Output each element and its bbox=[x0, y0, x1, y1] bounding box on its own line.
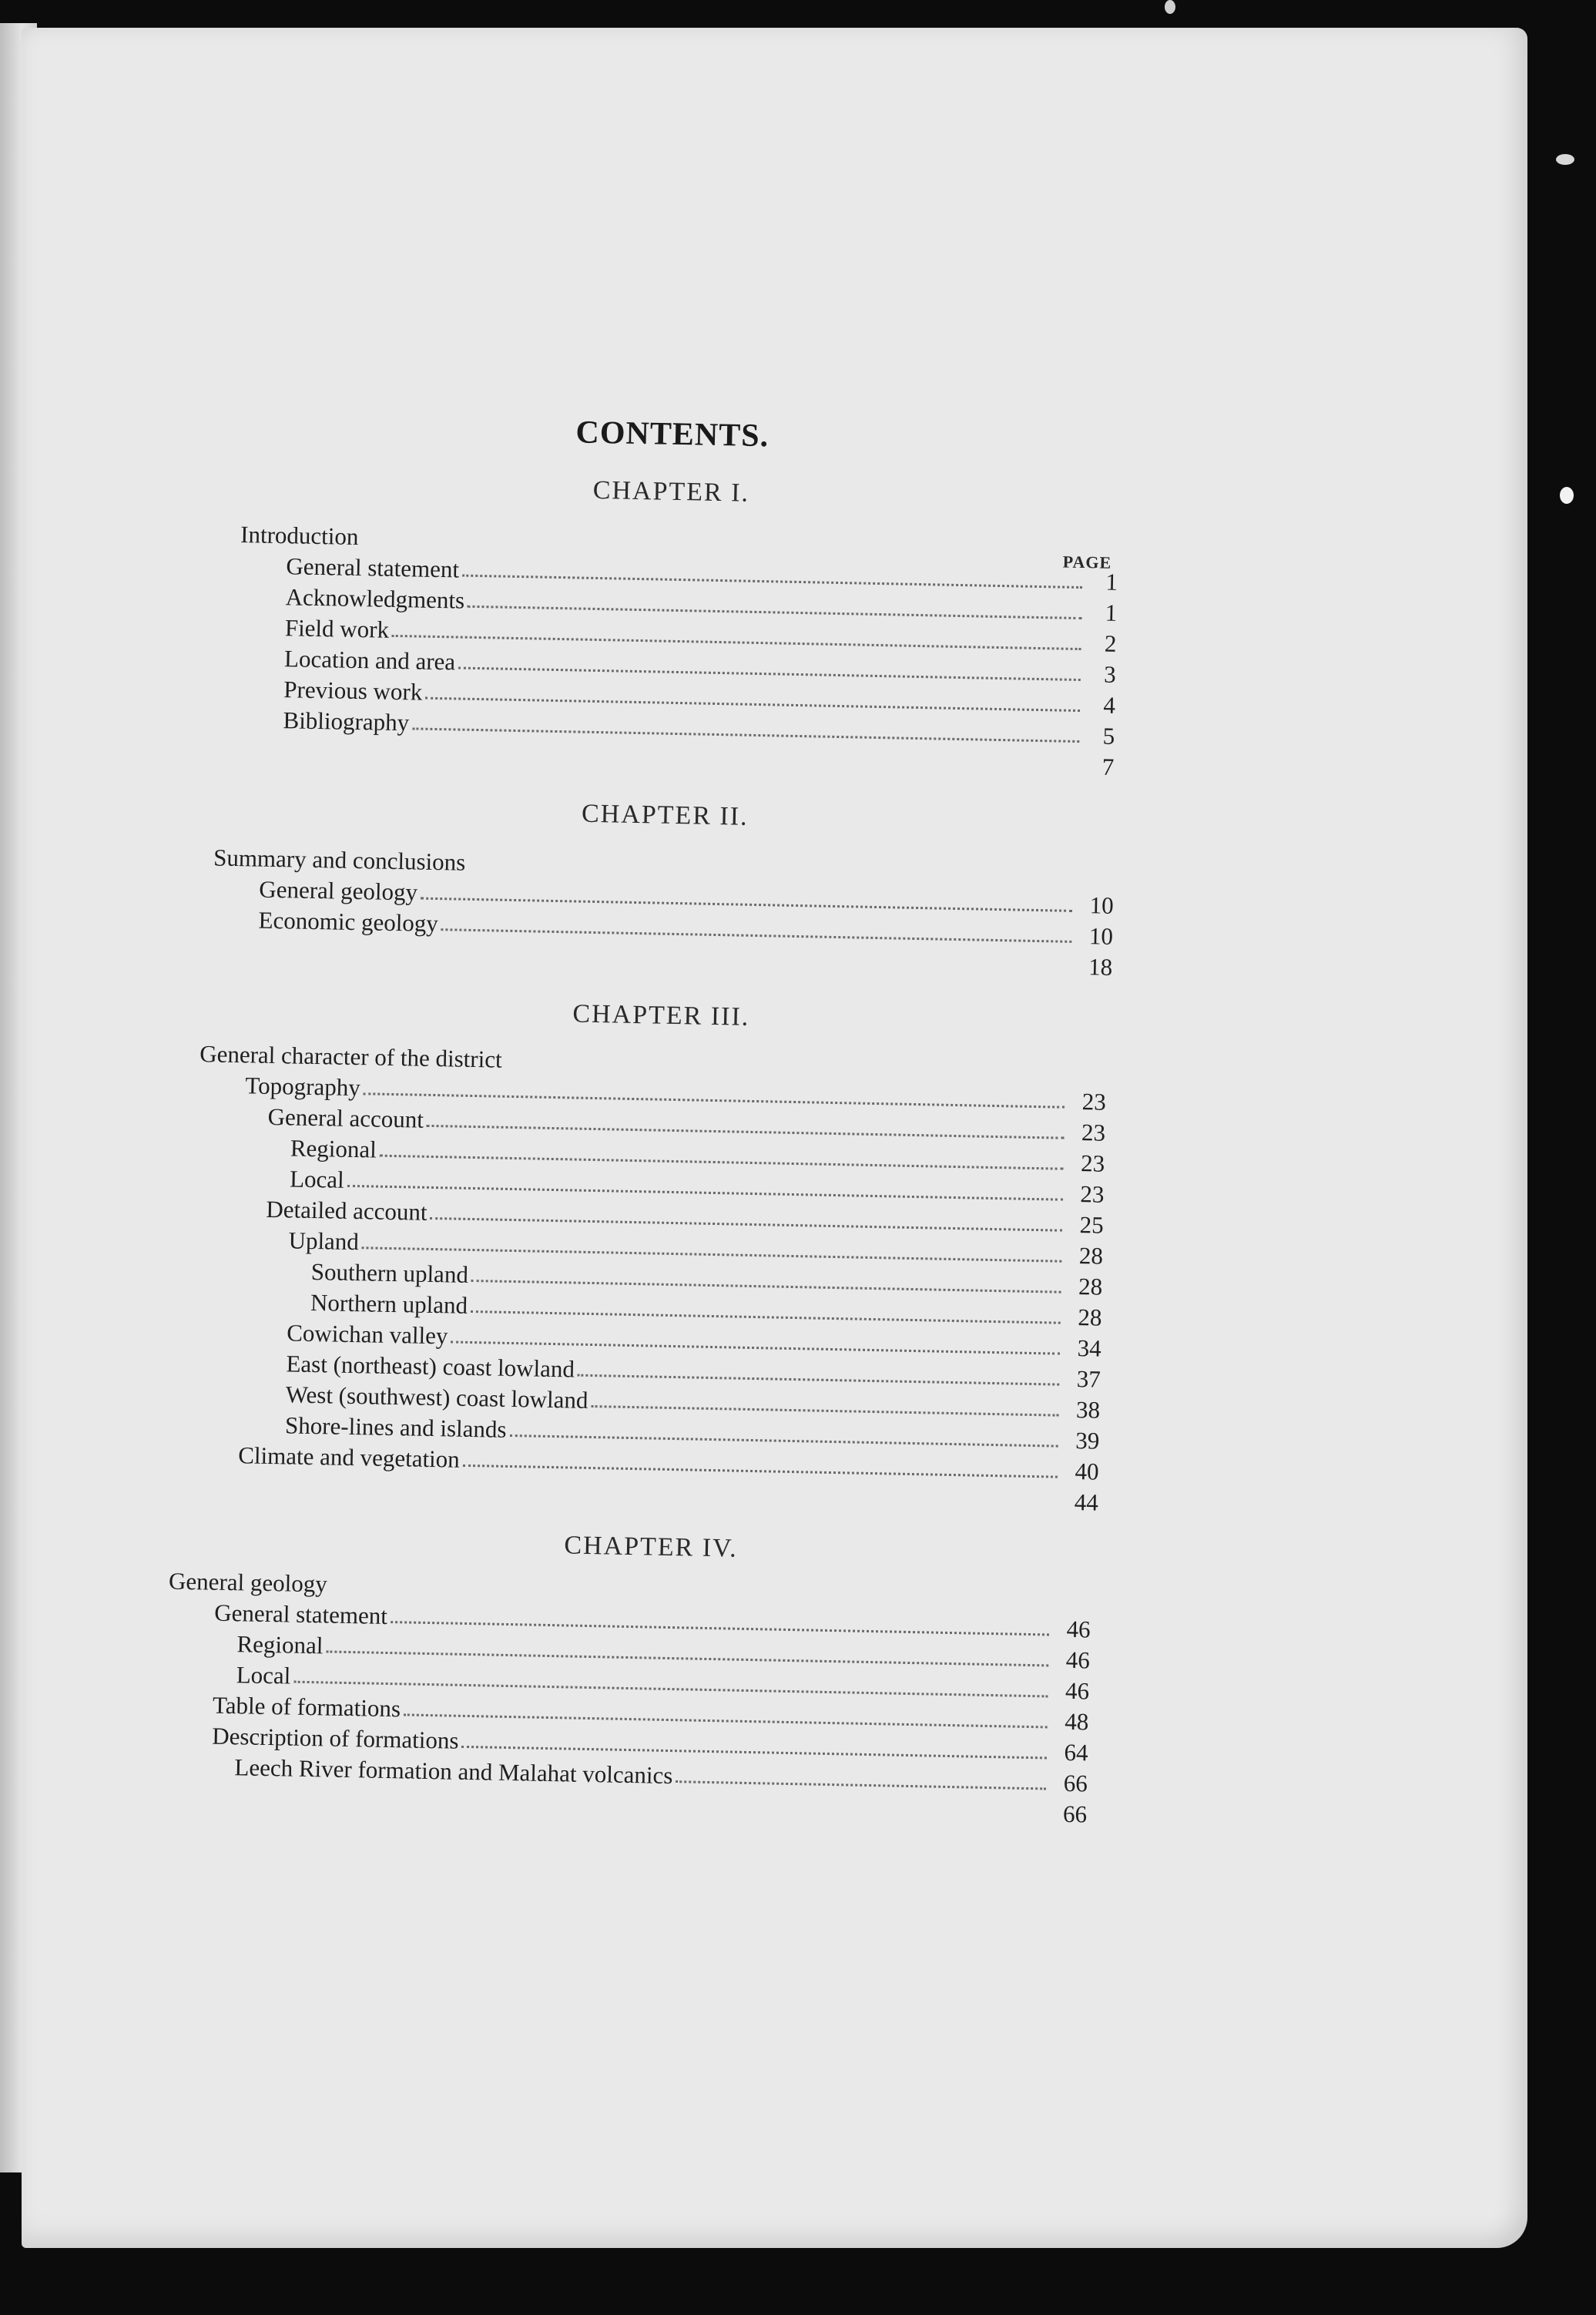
toc-entry-label: General geology bbox=[259, 875, 418, 906]
toc-entry-page: 34 bbox=[1077, 1334, 1101, 1362]
toc-entry-label: Description of formations bbox=[211, 1722, 459, 1754]
toc-entry-label: General statement bbox=[286, 552, 460, 583]
toc-entry-label: Southern upland bbox=[310, 1257, 469, 1288]
chapter-heading: CHAPTER III. bbox=[572, 999, 750, 1032]
toc-entry-page bbox=[1091, 535, 1135, 567]
dust-speck bbox=[1165, 0, 1175, 14]
toc-entry-page: 46 bbox=[1066, 1615, 1091, 1643]
toc-entry-page: 7 bbox=[1101, 753, 1115, 780]
toc-entry-page: 10 bbox=[1089, 891, 1115, 919]
toc-entry-label: Location and area bbox=[283, 645, 456, 676]
dust-speck bbox=[1560, 487, 1574, 504]
toc-entry-label: Northern upland bbox=[310, 1288, 468, 1319]
toc-entry-page: 3 bbox=[1103, 660, 1117, 688]
toc-entry-page: 18 bbox=[1088, 953, 1113, 981]
toc-entry-page: 23 bbox=[1080, 1180, 1105, 1208]
toc-entry-label: Regional bbox=[290, 1134, 377, 1163]
toc-entry-label: Introduction bbox=[240, 521, 359, 550]
dot-leader bbox=[468, 847, 1073, 881]
toc-entry-page: 28 bbox=[1078, 1273, 1103, 1300]
toc-entry-label: Shore-lines and islands bbox=[284, 1411, 507, 1443]
toc-entry-label: Local bbox=[289, 1165, 345, 1193]
toc-entry-page: 4 bbox=[1103, 691, 1116, 719]
page-title: CONTENTS. bbox=[575, 414, 770, 455]
chapter-heading: CHAPTER IV. bbox=[564, 1531, 739, 1563]
toc-entry-page: 2 bbox=[1104, 629, 1117, 657]
toc-entry-page: 23 bbox=[1081, 1119, 1106, 1146]
toc-entry-page: 66 bbox=[1063, 1769, 1088, 1797]
toc-entry-label: Climate and vegetation bbox=[237, 1441, 461, 1473]
toc-entry-label: General character of the district bbox=[199, 1040, 502, 1073]
toc-entry-label: Bibliography bbox=[283, 706, 410, 736]
toc-entry-label: General account bbox=[267, 1102, 424, 1133]
toc-entry-label bbox=[237, 1471, 238, 1501]
toc-entry-page: 44 bbox=[1074, 1488, 1099, 1516]
toc-entry-page: 1 bbox=[1105, 599, 1118, 626]
toc-entry-page: 23 bbox=[1081, 1088, 1107, 1116]
toc-entry-label bbox=[282, 736, 283, 767]
toc-entry-label: Topography bbox=[245, 1072, 361, 1102]
toc-entry-page bbox=[1058, 1583, 1101, 1615]
toc-entry-label: Economic geology bbox=[258, 906, 439, 938]
toc-entry-page: 46 bbox=[1065, 1676, 1090, 1705]
toc-entry-label: East (northeast) coast lowland bbox=[286, 1350, 575, 1383]
toc-entry-label: Summary and conclusions bbox=[213, 844, 466, 876]
page-column-header: PAGE bbox=[1062, 552, 1112, 572]
toc-entry-page: 10 bbox=[1088, 922, 1114, 950]
dust-speck bbox=[1556, 154, 1574, 165]
toc-entry-label: Acknowledgments bbox=[285, 583, 465, 614]
dot-leader bbox=[361, 522, 1083, 558]
toc-entry-label bbox=[233, 1783, 234, 1813]
toc-entry-label: Upland bbox=[288, 1226, 360, 1256]
chapter-heading: CHAPTER II. bbox=[581, 799, 749, 831]
toc-entry-page: 1 bbox=[1105, 568, 1118, 596]
toc-entry-page: 64 bbox=[1064, 1738, 1088, 1766]
toc-entry-label: Cowichan valley bbox=[286, 1319, 448, 1350]
toc-entry-label: Leech River formation and Malahat volcanics bbox=[234, 1753, 673, 1790]
toc-entry-label bbox=[257, 936, 258, 967]
toc-entry-label: Regional bbox=[236, 1630, 324, 1659]
toc-entry-label: General statement bbox=[214, 1599, 388, 1629]
toc-entry-label: Table of formations bbox=[212, 1691, 401, 1723]
toc-entry-page: 37 bbox=[1076, 1365, 1101, 1393]
toc-entry-page: 48 bbox=[1065, 1707, 1089, 1736]
toc-entry-page bbox=[1073, 1055, 1117, 1087]
toc-entry-label: General geology bbox=[168, 1567, 328, 1598]
toc-entry-page: 25 bbox=[1079, 1211, 1105, 1239]
toc-entry-page: 40 bbox=[1075, 1458, 1099, 1485]
contents-block bbox=[0, 15, 1547, 2263]
toc-entry-page bbox=[1081, 859, 1125, 891]
toc-entry-page: 39 bbox=[1075, 1427, 1100, 1454]
dot-leader bbox=[505, 1045, 1065, 1078]
toc-entry-label: Field work bbox=[284, 614, 390, 643]
document-page bbox=[22, 28, 1527, 2248]
toc-entry-page: 5 bbox=[1102, 722, 1115, 750]
toc-entry-label: Previous work bbox=[283, 676, 423, 706]
toc-entry-label: Detailed account bbox=[266, 1195, 428, 1226]
toc-entry-page: 66 bbox=[1062, 1800, 1088, 1828]
toc-entry-page: 28 bbox=[1078, 1303, 1102, 1331]
dot-leader bbox=[330, 1569, 1051, 1605]
chapter-heading: CHAPTER I. bbox=[592, 475, 750, 508]
toc-entry-page: 38 bbox=[1075, 1396, 1101, 1424]
toc-entry-page: 23 bbox=[1080, 1149, 1105, 1177]
toc-entry-page: 28 bbox=[1078, 1242, 1104, 1270]
toc-entry-label: West (southwest) coast lowland bbox=[285, 1381, 588, 1414]
toc-entry-page: 46 bbox=[1065, 1646, 1091, 1674]
toc-entry-label: Local bbox=[236, 1661, 291, 1689]
